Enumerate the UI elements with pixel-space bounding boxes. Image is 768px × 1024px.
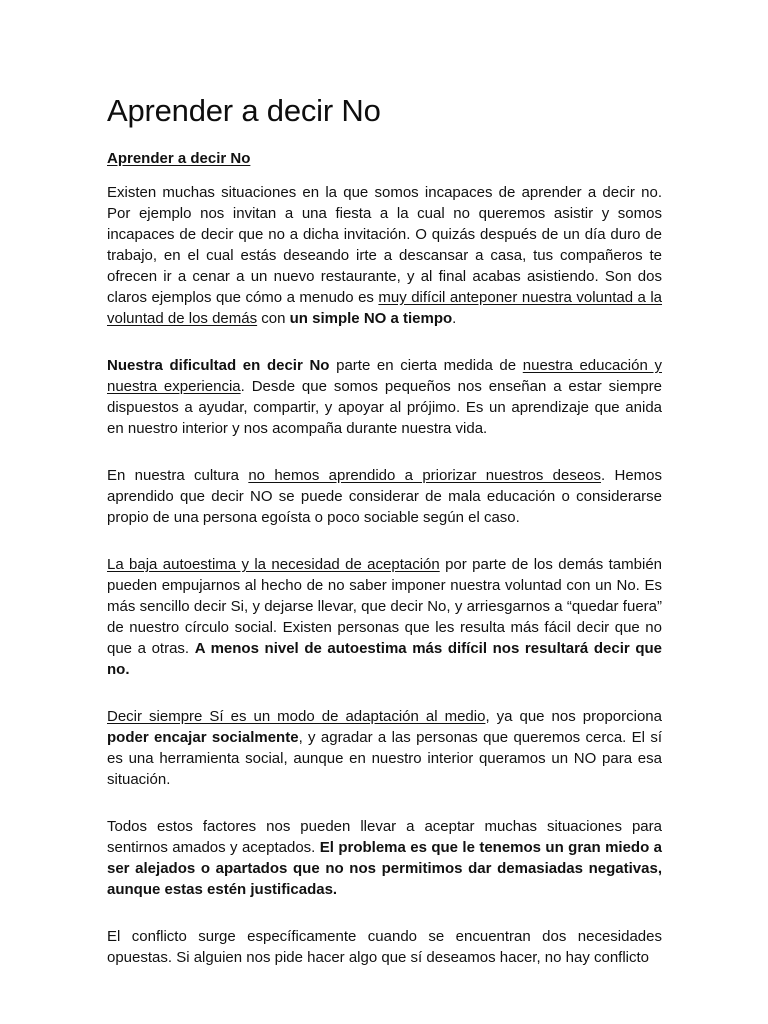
paragraph-6-text-a: Todos estos factores nos pueden llevar a aceptar muchas situaciones para sentirnos amados y aceptados. [107,818,662,856]
document-title: Aprender a decir No [107,93,381,128]
paragraph-4-underlined: La baja autoestima y la necesidad de aceptación [107,556,440,573]
paragraph-3 [107,465,662,528]
paragraph-4-bold: A menos nivel de autoestima más difícil nos resultará decir que no. [107,640,662,678]
paragraph-4-text-a: por parte de los demás también pueden empujarnos al hecho de no saber imponer nuestra voluntad con un No. Es más sencillo decir Si, y dejarse llevar, que decir No, y arriesgarnos a “quedar fuera” de nuestro círculo social. Existen personas que les resulta más fácil decir que no que a otras. [107,556,663,657]
paragraph-2-text-b: . Desde que somos pequeños nos enseñan a estar siempre dispuestos a ayudar, compartir, y apoyar al prójimo. Es un aprendizaje que anida en nuestro interior y nos acompaña durante nuestra vida. [107,378,662,437]
paragraph-3-text-a: En nuestra cultura [107,467,249,484]
paragraph-1-bold: un simple NO a tiempo [289,310,453,327]
paragraph-7-text-a: El conflicto surge específicamente cuando se encuentran dos necesidades opuestas. Si alguien nos pide hacer algo que sí deseamos hacer, no hay conflicto [107,928,662,966]
paragraph-5-bold: poder encajar socialmente [107,729,299,746]
section-heading: Aprender a decir No [107,150,251,167]
paragraph-1-text-c: . [452,310,457,327]
paragraph-3-text-b: . Hemos aprendido que decir NO se puede considerar de mala educación o considerarse propio de una persona egoísta o poco sociable según el caso. [107,467,663,526]
paragraph-5-text-b: , y agradar a las personas que queremos cerca. El sí es una herramienta social, aunque en nuestro interior queramos un NO para esa situación. [107,729,662,788]
paragraph-7 [107,926,662,968]
paragraph-5 [107,706,662,790]
paragraph-6-bold: El problema es que le tenemos un gran miedo a ser alejados o apartados que no nos permitimos dar demasiadas negativas, aunque estas estén justificadas. [107,839,662,898]
paragraph-2-text-a: parte en cierta medida de [329,357,523,374]
paragraph-2-underlined: nuestra educación y nuestra experiencia [107,357,662,395]
paragraph-5-text-a: , ya que nos proporciona [485,708,662,725]
paragraph-6 [107,816,662,900]
paragraph-2-bold: Nuestra dificultad en decir No [107,357,330,374]
paragraph-1-underlined: muy difícil anteponer nuestra voluntad a la voluntad de los demás [107,289,663,327]
paragraph-1-text-b: con [257,310,290,327]
paragraph-1 [107,182,662,329]
document-page [107,92,662,994]
paragraph-2 [107,355,662,439]
paragraph-3-underlined: no hemos aprendido a priorizar nuestros deseos [248,467,602,484]
paragraph-5-underlined: Decir siempre Sí es un modo de adaptación al medio [107,708,486,725]
paragraph-1-text-a: Existen muchas situaciones en la que somos incapaces de aprender a decir no. Por ejemplo nos invitan a una fiesta a la cual no queremos asistir y somos incapaces de decir que no a dicha invitación. O quizás después de un día duro de trabajo, en el cual estás deseando irte a descansar a casa, tus compañeros te ofrecen ir a cenar a un nuevo restaurante, y al final acabas asistiendo. Son dos claros ejemplos que cómo a menudo es [107,184,662,306]
paragraph-4 [107,554,662,680]
